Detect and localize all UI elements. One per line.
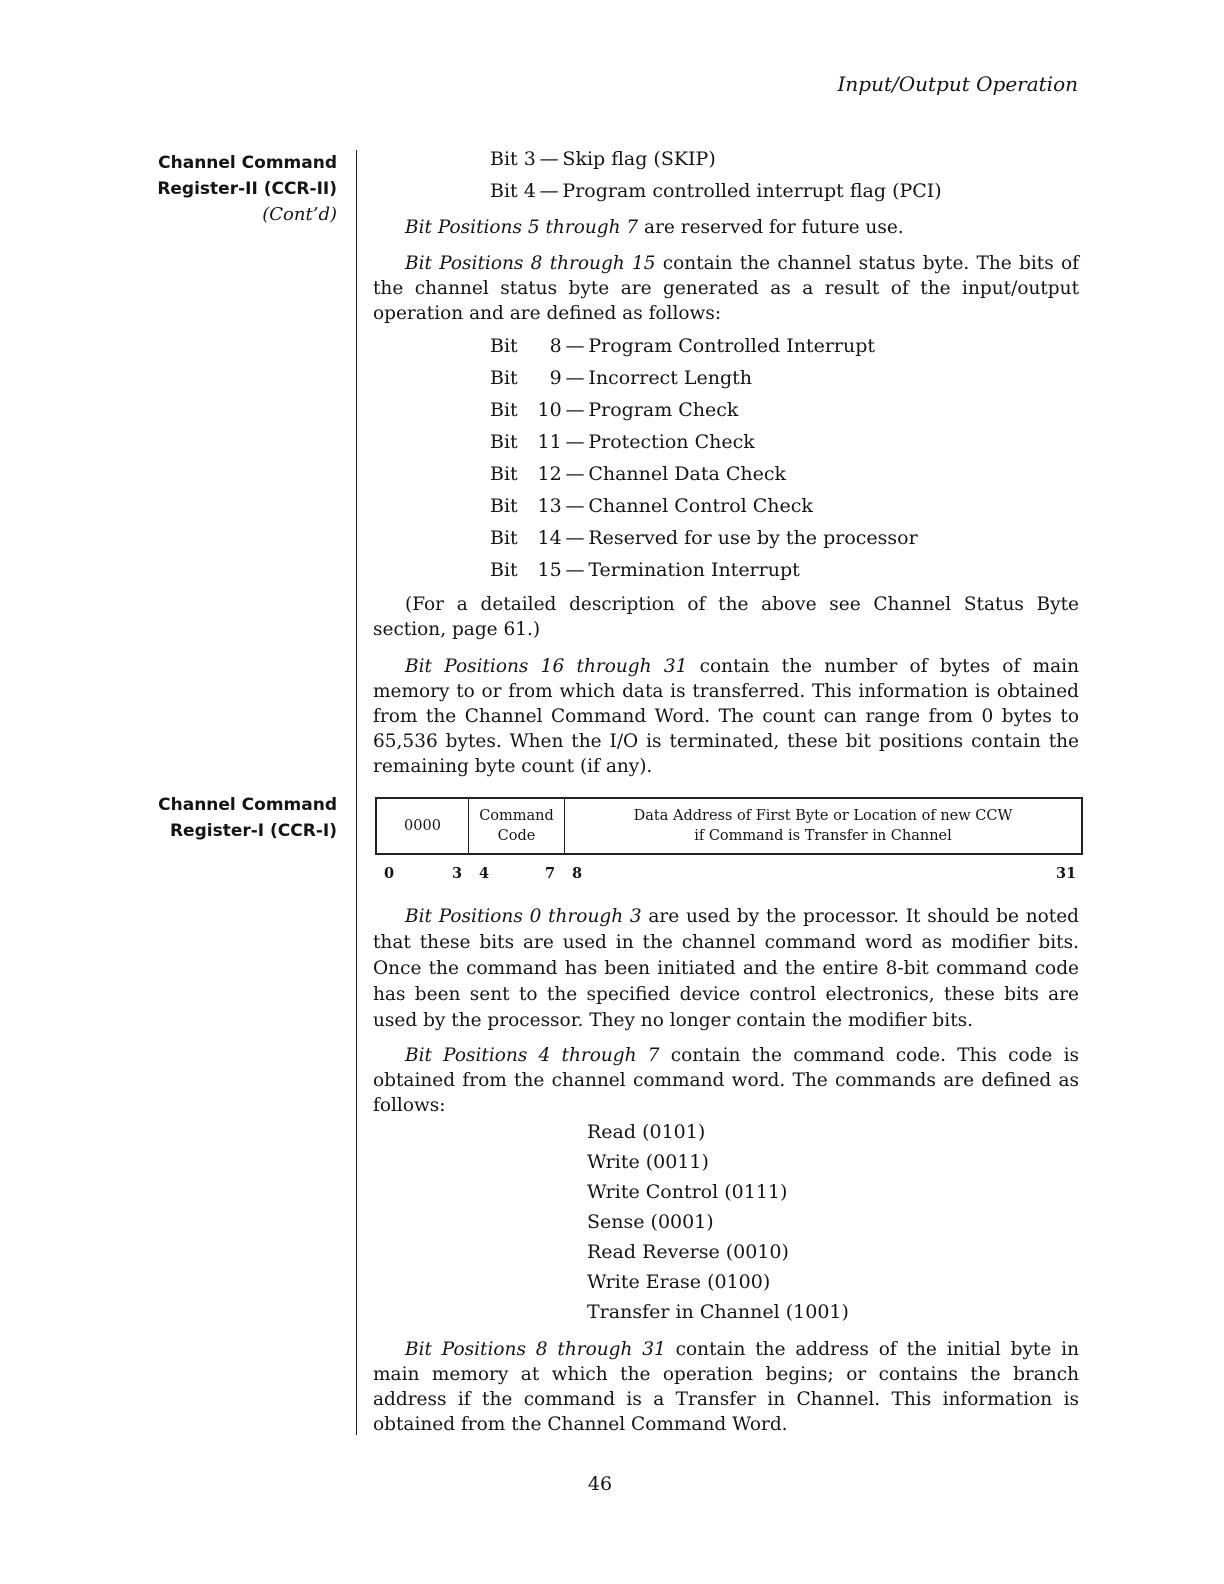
margin-rule <box>356 150 357 1435</box>
running-header: Input/Output Operation <box>837 72 1078 96</box>
bit-tick: 3 <box>452 865 463 882</box>
bit-tick: 31 <box>1056 865 1077 882</box>
ccr1-format-diagram <box>375 797 1083 855</box>
field-modifier-bits: 0000 <box>377 799 469 853</box>
paragraph-reserved: Bit Positions 5 through 7 are reserved for future use. <box>405 217 904 238</box>
bit-tick: 0 <box>384 865 395 882</box>
status-bit-line: Bit 14 — Reserved for use by the processor <box>490 527 918 549</box>
command-item: Write Control (0111) <box>587 1181 788 1203</box>
paragraph-bits-4-7: Bit Positions 4 through 7 contain the command code. This code is obtained from the channel command word. The commands are defined as follows: <box>373 1045 1080 1116</box>
command-item: Read (0101) <box>587 1121 706 1143</box>
command-item: Read Reverse (0010) <box>587 1241 789 1263</box>
command-item: Write Erase (0100) <box>587 1271 771 1293</box>
bit-tick: 4 <box>479 865 490 882</box>
paragraph-bits-0-3: Bit Positions 0 through 3 are used by the processor. It should be noted that these bits are used in the channel command word as modifier bits. Once the command has been initiated and the entire 8-bit command code has been sent to the specified device control electronics, these bits are used by the processor. They no longer contain the modifier bits. <box>373 906 1079 1031</box>
status-bit-line: Bit 11 — Protection Check <box>490 431 755 453</box>
status-bit-line: Bit 8 — Program Controlled Interrupt <box>490 335 876 357</box>
paragraph-byte-count: Bit Positions 16 through 31 contain the number of bytes of main memory to or from which data is transferred. This information is obtained from the Channel Command Word. The count can range from 0 bytes to 65,536 bytes. When the I/O is terminated, these bit positions contain the remaining byte count (if any). <box>373 656 1079 777</box>
field-command-code: Command Code <box>469 799 565 853</box>
status-bit-line: Bit 9 — Incorrect Length <box>490 367 753 389</box>
bit-tick: 7 <box>545 865 556 882</box>
status-bit-line: Bit 15 — Termination Interrupt <box>490 559 800 581</box>
bit-tick: 8 <box>572 865 583 882</box>
side-heading-ccr2-line2: Register-II (CCR-II) <box>157 179 337 199</box>
side-heading-ccr2-line1: Channel Command <box>158 153 337 173</box>
side-heading-contd: (Cont’d) <box>262 204 337 225</box>
side-heading-ccr1 <box>158 792 337 844</box>
flag-line: Bit 3 — Skip flag (SKIP) <box>490 148 716 170</box>
status-bit-line: Bit 13 — Channel Control Check <box>490 495 813 517</box>
paragraph-bits-8-31: Bit Positions 8 through 31 contain the address of the initial byte in main memory at which the operation begins; or contains the branch address if the command is a Transfer in Channel. This information is obtained from the Channel Command Word. <box>373 1339 1079 1435</box>
command-item: Write (0011) <box>587 1151 709 1173</box>
side-heading-ccr2 <box>157 150 337 228</box>
command-item: Sense (0001) <box>587 1211 714 1233</box>
side-heading-ccr1-line2: Register-I (CCR-I) <box>169 821 337 841</box>
page-number: 46 <box>587 1473 613 1495</box>
side-heading-ccr1-line1: Channel Command <box>158 795 337 815</box>
paragraph-status-byte: Bit Positions 8 through 15 contain the channel status byte. The bits of the channel status byte are generated as a result of the input/output operation and are defined as follows: <box>373 253 1079 324</box>
status-bit-line: Bit 12 — Channel Data Check <box>490 463 787 485</box>
command-item: Transfer in Channel (1001) <box>587 1301 849 1323</box>
status-bit-line: Bit 10 — Program Check <box>490 399 739 421</box>
flag-line: Bit 4 — Program controlled interrupt flag (PCI) <box>490 180 942 202</box>
paragraph-reference: (For a detailed description of the above see Channel Status Byte section, page 61.) <box>373 594 1079 640</box>
field-data-address: Data Address of First Byte or Location of new CCW if Command is Transfer in Channel <box>633 808 1013 844</box>
